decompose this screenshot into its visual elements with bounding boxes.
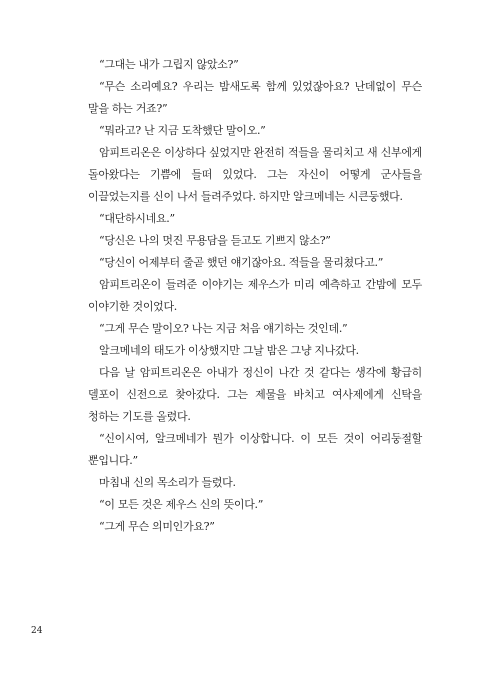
paragraph-13: 마침내 신의 목소리가 들렸다.: [99, 476, 236, 489]
body-text: [88, 54, 422, 538]
paragraph-11: 다음 날 암피트리온은 아내가 정신이 나간 것 같다는 생각에 황급히 델포이 신전으로 찾아갔다. 그는 제물을 바치고 여사제에게 신탁을 청하는 기도를 올렸다.: [88, 366, 422, 423]
paragraph-1: “그대는 내가 그립지 않았소?”: [99, 58, 239, 71]
paragraph-9: “그게 무슨 말이오? 나는 지금 처음 얘기하는 것인데.”: [99, 322, 348, 335]
paragraph-12: “신이시여, 알크메네가 뭔가 이상합니다. 이 모든 것이 어리둥절할 뿐입니다.”: [88, 432, 422, 467]
paragraph-15: “그게 무슨 의미인가요?”: [99, 520, 215, 533]
paragraph-14: “이 모든 것은 제우스 신의 뜻이다.”: [99, 498, 264, 511]
paragraph-3: “뭐라고? 난 지금 도착했단 말이오.”: [99, 124, 266, 137]
paragraph-10: 알크메네의 태도가 이상했지만 그날 밤은 그냥 지나갔다.: [99, 344, 359, 357]
page-number: 24: [31, 626, 43, 636]
paragraph-4: 암피트리온은 이상하다 싶었지만 완전히 적들을 물리치고 새 신부에게 돌아왔다는 기쁨에 들떠 있었다. 그는 자신이 어떻게 군사들을 이끌었는지를 신이 나서 들려주었다. 하지만 알크메네는 시큰둥했다.: [88, 146, 422, 203]
paragraph-2: “무슨 소리예요? 우리는 밤새도록 함께 있었잖아요? 난데없이 무슨 말을 하는 거죠?”: [88, 80, 422, 115]
paragraph-5: “대단하시네요.”: [99, 212, 175, 225]
paragraph-7: “당신이 어제부터 줄곧 했던 얘기잖아요. 적들을 물리쳤다고.”: [99, 256, 384, 269]
paragraph-8: 암피트리온이 들려준 이야기는 제우스가 미리 예측하고 간밤에 모두 이야기한 것이었다.: [88, 278, 422, 313]
paragraph-6: “당신은 나의 멋진 무용담을 듣고도 기쁘지 않소?”: [99, 234, 331, 247]
